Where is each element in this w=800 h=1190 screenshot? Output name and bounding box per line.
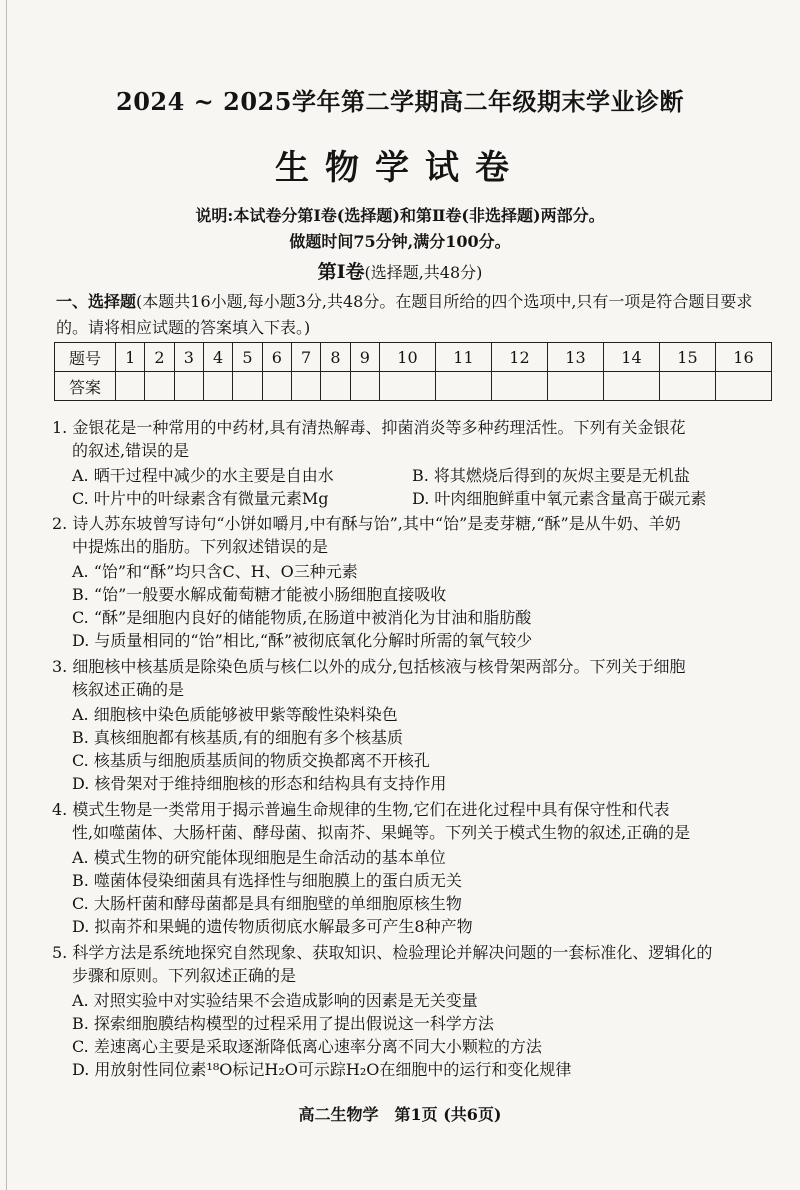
option-c: C. 叶片中的叶绿素含有微量元素Mg (72, 489, 329, 508)
option-d: D. 与质量相同的“饴”相比,“酥”被彻底氧化分解时所需的氧气较少 (72, 631, 533, 650)
exam-title: 2024 ~ 2025学年第二学期高二年级期末学业诊断 (116, 87, 684, 116)
question-stem-cont: 步骤和原则。下列叙述正确的是 (72, 966, 297, 985)
volume-sub: (选择题,共48分) (364, 263, 483, 282)
cell-number: 10 (379, 343, 435, 372)
option-d: D. 叶肉细胞鲜重中氧元素含量高于碳元素 (412, 489, 707, 508)
answer-cell[interactable] (659, 372, 715, 401)
option-c: C. 差速离心主要是采取逐渐降低离心速率分离不同大小颗粒的方法 (72, 1037, 542, 1056)
option-a: A. “饴”和“酥”均只含C、H、O三种元素 (72, 562, 358, 581)
question-stem-cont: 中提炼出的脂肪。下列叙述错误的是 (72, 537, 329, 556)
cell-number: 12 (491, 343, 547, 372)
answer-cell[interactable] (350, 372, 379, 401)
answer-cell[interactable] (262, 372, 291, 401)
instructions-line-2: 做题时间75分钟,满分100分。 (289, 232, 511, 251)
section-instructions (56, 289, 760, 341)
question-1 (52, 416, 762, 462)
option-c: C. “酥”是细胞内良好的储能物质,在肠道中被消化为甘油和脂肪酸 (72, 608, 532, 627)
answer-cell[interactable] (145, 372, 174, 401)
section-text: (本题共16小题,每小题3分,共48分。在题目所给的四个选项中,只有一项是符合题目要求的。请将相应试题的答案填入下表。) (56, 292, 753, 337)
answer-cell[interactable] (715, 372, 771, 401)
question-5 (52, 941, 762, 987)
question-4 (52, 798, 762, 844)
option-a: A. 模式生物的研究能体现细胞是生命活动的基本单位 (72, 848, 446, 867)
cell-number: 9 (350, 343, 379, 372)
section-heading: 一、选择题 (56, 292, 137, 311)
row-label-number: 题号 (55, 343, 116, 372)
volume-heading (0, 257, 800, 284)
answer-cell[interactable] (291, 372, 320, 401)
answer-table-answer-row (55, 372, 772, 401)
answer-cell[interactable] (233, 372, 262, 401)
answer-table (54, 342, 772, 401)
option-b: B. 噬菌体侵染细菌具有选择性与细胞膜上的蛋白质无关 (72, 871, 462, 890)
question-stem: 2. 诗人苏东坡曾写诗句“小饼如嚼月,中有酥与饴”,其中“饴”是麦芽糖,“酥”是从牛奶、羊奶 (52, 514, 681, 533)
answer-cell[interactable] (491, 372, 547, 401)
volume-label: 第Ⅰ卷 (317, 261, 365, 283)
question-2 (52, 512, 762, 558)
cell-number: 16 (715, 343, 771, 372)
question-3 (52, 655, 762, 701)
cell-number: 15 (659, 343, 715, 372)
question-stem-cont: 核叙述正确的是 (72, 680, 185, 699)
cell-number: 4 (203, 343, 232, 372)
cell-number: 11 (435, 343, 491, 372)
option-b: B. 探索细胞膜结构模型的过程采用了提出假说这一科学方法 (72, 1014, 494, 1033)
question-stem-cont: 性,如噬菌体、大肠杆菌、酵母菌、拟南芥、果蝇等。下列关于模式生物的叙述,正确的是 (72, 823, 691, 842)
option-c: C. 核基质与细胞质基质间的物质交换都离不开核孔 (72, 751, 430, 770)
answer-cell[interactable] (379, 372, 435, 401)
cell-number: 8 (321, 343, 350, 372)
option-d: D. 拟南芥和果蝇的遗传物质彻底水解最多可产生8种产物 (72, 917, 473, 936)
question-stem: 1. 金银花是一种常用的中药材,具有清热解毒、抑菌消炎等多种药理活性。下列有关金银花 (52, 418, 686, 437)
option-b: B. “饴”一般要水解成葡萄糖才能被小肠细胞直接吸收 (72, 585, 447, 604)
answer-cell[interactable] (435, 372, 491, 401)
option-a: A. 晒干过程中减少的水主要是自由水 (72, 466, 334, 485)
cell-number: 13 (547, 343, 603, 372)
option-a: A. 细胞核中染色质能够被甲紫等酸性染料染色 (72, 705, 398, 724)
cell-number: 1 (116, 343, 145, 372)
answer-cell[interactable] (603, 372, 659, 401)
cell-number: 7 (291, 343, 320, 372)
question-stem: 4. 模式生物是一类常用于揭示普遍生命规律的生物,它们在进化过程中具有保守性和代表 (52, 800, 670, 819)
cell-number: 3 (174, 343, 203, 372)
cell-number: 6 (262, 343, 291, 372)
answer-cell[interactable] (321, 372, 350, 401)
cell-number: 5 (233, 343, 262, 372)
option-c: C. 大肠杆菌和酵母菌都是具有细胞壁的单细胞原核生物 (72, 894, 462, 913)
answer-cell[interactable] (547, 372, 603, 401)
cell-number: 14 (603, 343, 659, 372)
page-footer: 高二生物学 第1页 (共6页) (298, 1105, 502, 1124)
option-b: B. 真核细胞都有核基质,有的细胞有多个核基质 (72, 728, 404, 747)
row-label-answer: 答案 (55, 372, 116, 401)
instructions-line-1: 说明:本试卷分第Ⅰ卷(选择题)和第Ⅱ卷(非选择题)两部分。 (195, 206, 605, 225)
answer-cell[interactable] (174, 372, 203, 401)
option-b: B. 将其燃烧后得到的灰烬主要是无机盐 (412, 466, 690, 485)
answer-cell[interactable] (116, 372, 145, 401)
question-stem-cont: 的叙述,错误的是 (72, 441, 190, 460)
option-d: D. 核骨架对于维持细胞核的形态和结构具有支持作用 (72, 774, 447, 793)
question-stem: 3. 细胞核中核基质是除染色质与核仁以外的成分,包括核液与核骨架两部分。下列关于细胞 (52, 657, 686, 676)
answer-table-number-row (55, 343, 772, 372)
answer-cell[interactable] (203, 372, 232, 401)
cell-number: 2 (145, 343, 174, 372)
option-d: D. 用放射性同位素¹⁸O标记H₂O可示踪H₂O在细胞中的运行和变化规律 (72, 1060, 572, 1079)
question-stem: 5. 科学方法是系统地探究自然现象、获取知识、检验理论并解决问题的一套标准化、逻辑化的 (52, 943, 713, 962)
option-a: A. 对照实验中对实验结果不会造成影响的因素是无关变量 (72, 991, 478, 1010)
subject-title: 生物学试卷 (275, 148, 525, 188)
